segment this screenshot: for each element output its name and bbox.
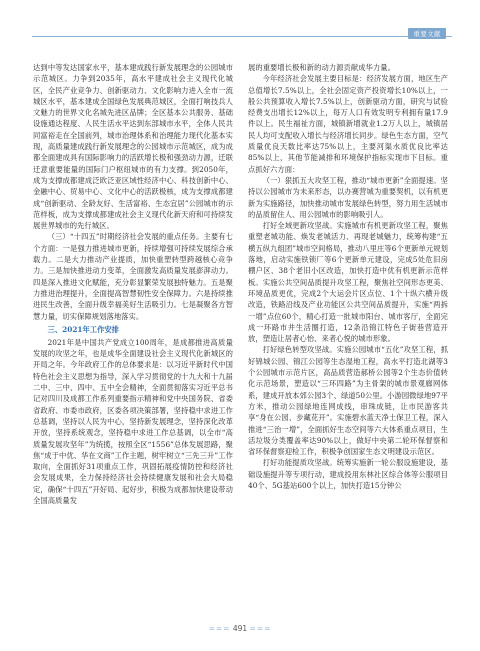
header-section-tag: 重要文献 xyxy=(408,28,446,39)
right-column xyxy=(248,62,448,615)
page-number: 491 xyxy=(232,624,248,633)
left-column xyxy=(33,62,233,615)
paragraph: 今年经济社会发展主要目标是：经济发展方面，地区生产总值增长7.5%以上，全社会固定资产投资增长10%以上，一般公共预算收入增长7.5%以上，创新驱动方面，研究与试验经费支出增长12%以上，每万人口有效发明专利拥有量17.9件以上。民生福祉方面，城镇新增就业1.2万人以上，城镇居民人均可支配收入增长与经济增长同步。绿色生态方面，空气质量优良天数比率达75%以上，主要河渠水质优良比率达85%以上，其他节能减排和环境保护指标实现市下目标。重点抓好六方面： xyxy=(248,74,448,174)
page-footer xyxy=(0,624,480,633)
section-heading: 三、2021年工作安排 xyxy=(47,324,119,334)
footer-ornament-right: === xyxy=(249,624,272,633)
paragraph: 达到中等发达国家水平，基本建成践行新发展理念的公园城市示范城区。力争到2035年，高水平建成社会主义现代化城区，全民产业竞争力、创新驱动力、文化影响力进入全市一流城区水平，基本建成全国绿色发展典范城区，全面打响技兵人文魅力的世界文化名城先进区品牌；全区基本公共服务、基础设施通达程度、人民生活水平达到东部城市水平，全体人民共同富裕走在全国前列，城市治理体系和治理能力现代化基本实现，高质量建成践行新发展理念的公园城市示范城区，成为成都全面建成具有国际影响力的活跃增长极和强劲动力源，迁联迁意重要能量的国际门户枢纽城市的有力支撑。到2050年，成为支撑成都建成泛欧泛亚区域性经济中心、科技创新中心、金融中心、贸易中心、文化中心的活跃极核，成为支撑成都建成“创新驱动、全龄友好、生活富裕、生态宜居”公园城市的示范样板，成为支撑成都建成社会主义现代化新天府和可持续发展世界城市的先行城区。 xyxy=(33,63,233,231)
paragraph: 打好全域更新攻坚战。实施城市有机更新攻坚工程，聚焦重塑老城功能、焕发老城活力、再现老城魅力，统筹构建“五横五纵九组团”城市空间格局，推动八里庄等6个更新单元规划落地，启动实施铁锁厂等6个更新单元建设，完成5处危旧房棚户区、38个老旧小区改造，加快打造中优有机更新示范样板。实施公共空间品质提升攻坚工程，聚焦社空间形态更美、环境品质更优，完成2个大运会片区点位、1个十纵六横升级改造，铁路沿线及产业功能区公共空间品质提升，实施“两拆一增”点位60个，精心打造一批城市阳台、城市客厅，全面完成一环路市井生活圈打造，12条沿锦江特色子街巷营造开放，塑造让居者心怡、来者心悦的城市形象。 xyxy=(248,221,448,344)
paragraph: 展的重要增长极和新的动力源贡献成华力量。 xyxy=(248,63,395,72)
paragraph: （一）狠抓五大攻坚工程，推动“城市更新”全面提速。坚持以公园城市为未来形态，以办赛营城为重要契机，以有机更新为实施路径，加快推动城市发展绿色转型，努力用生活城市的品质留住人、用公园城市的影响吸引人。 xyxy=(248,175,448,219)
paragraph: 打好绿色转型攻坚战。实施公园城市“五化”攻坚工程，抓好锦城公园、锦江公园等生态湿地工程，高水平打造北湖等3个公园城市示范片区，高品质营造郝桥公园等2个生态价值转化示范场景，塑造以“三环四路”为主骨架的城市景观廊网体系，建成开放本郊公园3个、绿道50公里。小游园微绿地97平方米，推动公园绿地连网成线，串珠成链，让市民游客共享“身在公园、步藏花开”。实施碧水蓝天净土保卫工程，深入推进“三治一增”，全面抓好生态空间等六大体系重点项目，生活垃圾分类覆盖率达90%以上，做好中央第二轮环保督察和省环保督察迎检工作，积极争创国家生态文明建设示范区。 xyxy=(248,345,448,457)
footer-ornament-left: === xyxy=(208,624,231,633)
paragraph: （三）“十四五”时期经济社会发展的重点任务。主要有七个方面：一是强力推进城市更新，持续增强可持续发展综合承载力。二是大力推动产业提质，加快重塑转型跨越核心竞争力。三是加快推进动力变革，全面激发高质量发展澎湃动力。四是深入推进文化赋能，充分彰显繁荣发展独特魅力。五是聚力推进治理提升，全面提高智慧韧性安全保障力。六是持续推进民生改善，全面升级幸福美好生活吸引力。七是凝聚各方智慧力量，切实保障规划落地落实。 xyxy=(33,232,233,321)
header-rule xyxy=(32,36,452,37)
two-column-body xyxy=(33,62,448,615)
paragraph: 打好功能提质攻坚战。统筹实施新一轮公服设施建设，基础设施提升等专项行动，建成投用东林社区综合体等公服项目40个、5G基站600个以上，加快打造15分钟公 xyxy=(248,458,448,490)
paragraph: 2021年是中国共产党成立100周年，是成都推进高质量发展的攻坚之年，也是成华全面建设社会主义现代化新城区的开局之年。今年政府工作的总体要求是：以习近平新时代中国特色社会主义思想为指导，深入学习贯彻党的十九大和十九届二中、三中、四中、五中全会精神，全面贯彻落实习近平总书记对四川及成都工作系列重要指示精神和党中央国务院、省委省政府、市委市政府，区委各项决策部署，坚持稳中求进工作总基调，坚持以人民为中心，坚持新发展理念，坚持深化改革开放，坚持系统观念，坚持稳中求进工作总基调，以全市“高质量发展攻坚年”为统揽，按照全区“1556”总体发展思路，聚焦“成于中优、华在文商”工作主题，树牢树立“三先三升”工作取向，全面抓好31项重点工作，巩固拓展疫情防控和经济社会发展成果，全力保持经济社会持续健康发展和社会大局稳定，确保“十四五”开好局、起好步，积极为成都加快建设带动全国高质量发 xyxy=(33,337,233,505)
